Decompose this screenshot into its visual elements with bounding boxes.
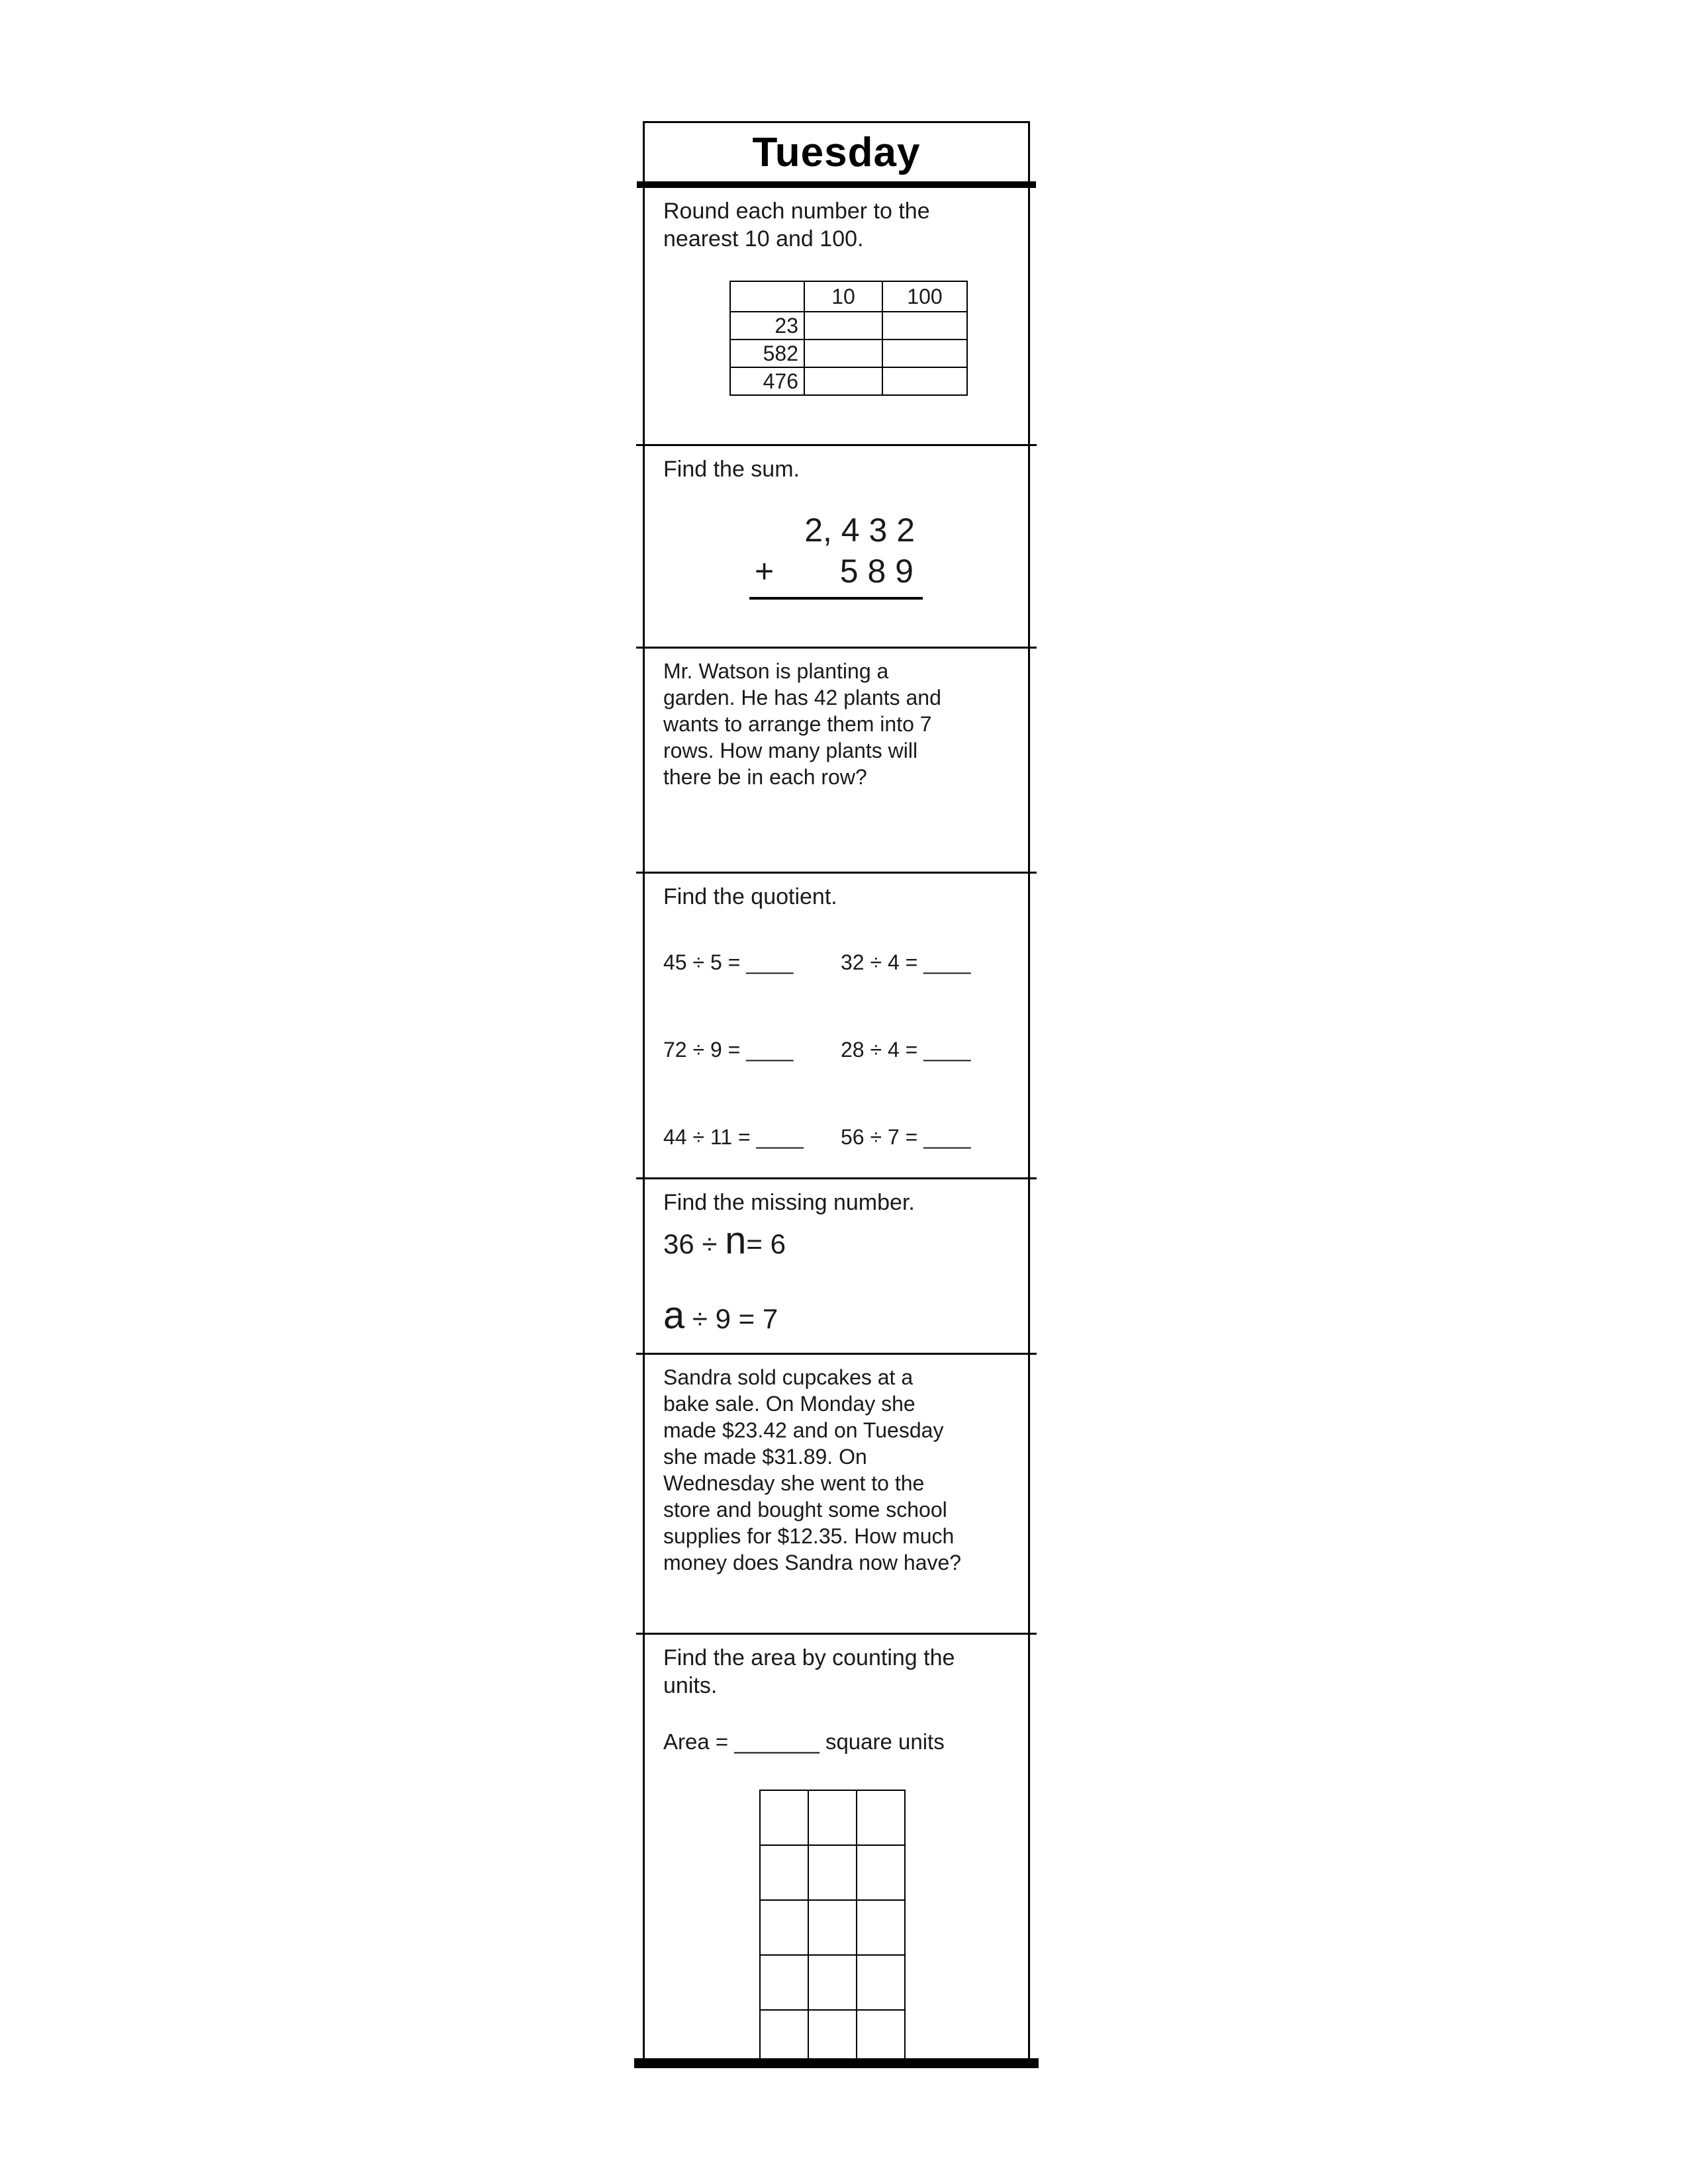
section-rounding: [645, 188, 1028, 446]
grid-cell: [761, 1901, 809, 1956]
grid-cell: [809, 1846, 857, 1901]
section-missing-number: [645, 1179, 1028, 1355]
answer-cell: [882, 367, 967, 395]
addend-1: 2, 4 3 2: [804, 512, 915, 549]
day-title-box: [645, 123, 1028, 181]
quotient-problem: 72 ÷ 9 = ____: [663, 1038, 794, 1062]
missing-instructions: Find the missing number.: [663, 1190, 915, 1215]
section-sandra-problem: [645, 1355, 1028, 1635]
quotient-problem: 32 ÷ 4 = ____: [841, 950, 971, 974]
area-instructions: Find the area by counting the units.: [663, 1645, 955, 1698]
section-area: [645, 1635, 1028, 2058]
area-answer-line: Area = _______ square units: [663, 1729, 945, 1754]
answer-cell: [882, 312, 967, 340]
grid-cell: [761, 1846, 809, 1901]
section-watson-problem: [645, 649, 1028, 874]
addend-2-line: [749, 551, 923, 600]
table-header-row: [730, 281, 967, 312]
equation-post: = 6: [746, 1228, 786, 1259]
rounding-table: [729, 281, 968, 396]
variable-a: a: [663, 1294, 685, 1337]
addend-2: 5 8 9: [839, 553, 914, 590]
header-cell-blank: [730, 281, 804, 312]
table-row: [730, 340, 967, 367]
grid-cell: [857, 1846, 906, 1901]
answer-cell: [804, 312, 882, 340]
watson-problem-text: Mr. Watson is planting a garden. He has 42 plants and wants to arrange them into 7 rows. How many plants will there be in each row?: [663, 659, 941, 789]
grid-cell: [809, 1956, 857, 2011]
quotient-row: [663, 1036, 1009, 1063]
quotient-row: [663, 949, 1009, 976]
addition-problem: [749, 510, 923, 600]
quotient-instructions: Find the quotient.: [663, 884, 837, 909]
grid-cell: [809, 1901, 857, 1956]
grid-cell: [857, 2011, 906, 2066]
worksheet-column: [643, 121, 1030, 2068]
section-sum: [645, 446, 1028, 649]
answer-cell: [804, 340, 882, 367]
grid-cell: [857, 1901, 906, 1956]
grid-cell: [761, 1791, 809, 1846]
grid-cell: [857, 1791, 906, 1846]
table-row: [730, 367, 967, 395]
equation-pre: 36 ÷: [663, 1228, 726, 1259]
equation-post: ÷ 9 = 7: [684, 1303, 778, 1334]
quotient-problem: 56 ÷ 7 = ____: [841, 1125, 971, 1149]
units-grid: [759, 1790, 906, 2066]
day-title: Tuesday: [752, 129, 921, 175]
quotient-problem: 45 ÷ 5 = ____: [663, 950, 794, 974]
header-cell-100: 100: [882, 281, 967, 312]
title-divider: [637, 181, 1036, 188]
answer-cell: [804, 367, 882, 395]
sum-instructions: Find the sum.: [663, 457, 800, 482]
sandra-problem-text: Sandra sold cupcakes at a bake sale. On Monday she made $23.42 and on Tuesday she made $31.89. On Wednesday she went to the store and bought some school supplies for $12.35. How much money does Sandra now have?: [663, 1365, 962, 1574]
grid-cell: [761, 1956, 809, 2011]
row-label-476: 476: [730, 367, 804, 395]
grid-cell: [857, 1956, 906, 2011]
plus-operator: +: [755, 553, 774, 590]
grid-cell: [761, 2011, 809, 2066]
quotient-problem: 28 ÷ 4 = ____: [841, 1038, 971, 1062]
row-label-23: 23: [730, 312, 804, 340]
header-cell-10: 10: [804, 281, 882, 312]
answer-cell: [882, 340, 967, 367]
section-quotient: [645, 874, 1028, 1179]
quotient-row: [663, 1124, 1009, 1150]
grid-cell: [809, 2011, 857, 2066]
equation-2: [663, 1294, 1009, 1337]
grid-cell: [809, 1791, 857, 1846]
rounding-instructions: Round each number to the nearest 10 and 100.: [663, 199, 930, 251]
row-label-582: 582: [730, 340, 804, 367]
variable-n: n: [725, 1219, 747, 1262]
quotient-problem: 44 ÷ 11 = ____: [663, 1125, 804, 1149]
equation-1: [663, 1219, 1009, 1262]
table-row: [730, 312, 967, 340]
